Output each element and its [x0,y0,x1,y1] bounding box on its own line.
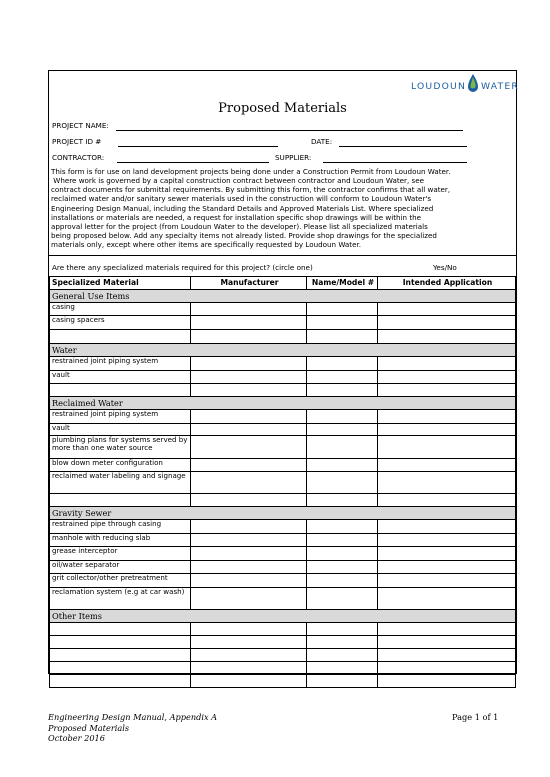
application-cell[interactable] [378,459,516,472]
manufacturer-cell[interactable] [191,675,307,688]
application-cell[interactable] [378,494,516,507]
material-cell: oil/water separator [50,561,191,574]
model-cell[interactable] [307,424,378,436]
table-row [50,520,516,534]
manufacturer-cell[interactable] [191,303,307,316]
application-cell[interactable] [378,649,516,662]
manufacturer-cell[interactable] [191,424,307,436]
model-cell[interactable] [307,588,378,610]
model-cell[interactable] [307,330,378,344]
section-row [50,507,516,520]
yes-no-option[interactable]: Yes/No [433,263,457,272]
intro-line: reclaimed water and/or sanitary sewer materials used in the construction will conform to Loudoun Water's [51,194,432,204]
footer-manual: Engineering Design Manual, Appendix A [48,712,218,722]
model-cell[interactable] [307,574,378,588]
intro-line: being proposed below. Add any specialty items not already listed. Provide shop drawings for the specialized [51,231,437,241]
contractor-field[interactable] [117,162,269,163]
material-cell: restrained joint piping system [50,410,191,424]
intro-line: contract documents for submittal requirements. By submitting this form, the contractor confirms that all water, [51,185,451,195]
contractor-label: CONTRACTOR: [52,153,105,162]
material-cell: casing [50,303,191,316]
manufacturer-cell[interactable] [191,494,307,507]
model-cell[interactable] [307,472,378,494]
table-row [50,330,516,344]
date-field[interactable] [339,146,467,147]
section-title: General Use Items [50,290,516,303]
model-cell[interactable] [307,459,378,472]
section-row [50,397,516,410]
table-row [50,494,516,507]
table-row [50,588,516,610]
footer-title: Proposed Materials [48,722,130,733]
material-cell: vault [50,371,191,384]
application-cell[interactable] [378,547,516,561]
manufacturer-cell[interactable] [191,561,307,574]
table-row [50,357,516,371]
application-cell[interactable] [378,675,516,688]
footer-date: October 2016 [48,733,105,743]
manufacturer-cell[interactable] [191,547,307,561]
application-cell[interactable] [378,371,516,384]
table-row [50,574,516,588]
model-cell[interactable] [307,649,378,662]
manufacturer-cell[interactable] [191,436,307,459]
application-cell[interactable] [378,316,516,330]
model-cell[interactable] [307,623,378,636]
divider [49,255,516,256]
supplier-label: SUPPLIER: [275,153,312,162]
material-cell[interactable] [50,384,191,397]
application-cell[interactable] [378,520,516,534]
table-row [50,561,516,574]
intro-line: Where work is governed by a capital construction contract between contractor and Loudoun Water, see [51,176,424,186]
materials-table [49,276,516,688]
application-cell[interactable] [378,472,516,494]
page-title: Proposed Materials [218,101,347,116]
material-cell: restrained joint piping system [50,357,191,371]
manufacturer-cell[interactable] [191,384,307,397]
manufacturer-cell[interactable] [191,357,307,371]
application-cell[interactable] [378,410,516,424]
manufacturer-cell[interactable] [191,330,307,344]
manufacturer-cell[interactable] [191,662,307,675]
water-drop-icon [466,73,480,95]
table-row [50,649,516,662]
section-title: Reclaimed Water [50,397,516,410]
manufacturer-cell[interactable] [191,588,307,610]
section-row [50,290,516,303]
model-cell[interactable] [307,675,378,688]
manufacturer-cell[interactable] [191,371,307,384]
specialized-question: Are there any specialized materials required for this project? (circle one) [52,263,313,272]
column-header: Manufacturer [191,277,307,290]
section-row [50,344,516,357]
table-row [50,436,516,459]
material-cell[interactable] [50,636,191,649]
application-cell[interactable] [378,561,516,574]
material-cell: reclaimed water labeling and signage [50,472,191,494]
model-cell[interactable] [307,410,378,424]
application-cell[interactable] [378,303,516,316]
material-cell: reclamation system (e.g at car wash) [50,588,191,610]
application-cell[interactable] [378,623,516,636]
manufacturer-cell[interactable] [191,636,307,649]
model-cell[interactable] [307,357,378,371]
table-row [50,371,516,384]
section-row [50,610,516,623]
project-id-field[interactable] [118,146,278,147]
table-row [50,675,516,688]
material-cell: grit collector/other pretreatment [50,574,191,588]
intro-line: approval letter for the project (from Loudoun Water to the developer). Please list all specialized materials [51,221,428,231]
application-cell[interactable] [378,636,516,649]
manufacturer-cell[interactable] [191,649,307,662]
model-cell[interactable] [307,384,378,397]
model-cell[interactable] [307,520,378,534]
table-row [50,472,516,494]
application-cell[interactable] [378,662,516,675]
table-row [50,623,516,636]
intro-paragraph [51,167,513,249]
application-cell[interactable] [378,357,516,371]
material-cell[interactable] [50,675,191,688]
application-cell[interactable] [378,384,516,397]
table-header-row [50,277,516,290]
material-cell[interactable] [50,494,191,507]
logo-text-left: LOUDOUN [411,81,467,92]
page-number: Page 1 of 1 [452,712,499,722]
table-row [50,303,516,316]
application-cell[interactable] [378,330,516,344]
table-row [50,316,516,330]
table-row [50,662,516,675]
application-cell[interactable] [378,436,516,459]
proposed-materials-form [48,70,517,674]
supplier-field[interactable] [323,162,467,163]
table-row [50,636,516,649]
material-cell[interactable] [50,330,191,344]
model-cell[interactable] [307,662,378,675]
application-cell[interactable] [378,424,516,436]
material-cell[interactable] [50,649,191,662]
model-cell[interactable] [307,534,378,547]
material-cell: vault [50,424,191,436]
model-cell[interactable] [307,436,378,459]
table-row [50,384,516,397]
material-cell: restrained pipe through casing [50,520,191,534]
section-title: Gravity Sewer [50,507,516,520]
model-cell[interactable] [307,561,378,574]
manufacturer-cell[interactable] [191,520,307,534]
table-row [50,547,516,561]
material-cell: casing spacers [50,316,191,330]
intro-line: This form is for use on land development projects being done under a Construction Permit from Loudoun Water. [51,167,451,176]
manufacturer-cell[interactable] [191,623,307,636]
model-cell[interactable] [307,547,378,561]
project-name-field[interactable] [116,130,463,131]
table-row [50,410,516,424]
manufacturer-cell[interactable] [191,410,307,424]
project-id-label: PROJECT ID # [52,137,102,146]
logo-text-right: WATER [481,81,519,92]
model-cell[interactable] [307,303,378,316]
table-row [50,534,516,547]
manufacturer-cell[interactable] [191,472,307,494]
material-cell: plumbing plans for systems served by more than one water source [50,436,191,459]
project-name-label: PROJECT NAME: [52,121,109,130]
application-cell[interactable] [378,588,516,610]
application-cell[interactable] [378,574,516,588]
intro-line: Engineering Design Manual, including the Standard Details and Approved Materials List. Where specialized [51,203,434,213]
model-cell[interactable] [307,494,378,507]
column-header: Intended Application [378,277,516,290]
date-label: DATE: [311,137,333,146]
material-cell: blow down meter configuration [50,459,191,472]
model-cell[interactable] [307,371,378,384]
manufacturer-cell[interactable] [191,316,307,330]
table-row [50,424,516,436]
section-title: Other Items [50,610,516,623]
manufacturer-cell[interactable] [191,459,307,472]
page-footer [48,712,217,744]
material-cell: manhole with reducing slab [50,534,191,547]
loudoun-water-logo [409,79,519,99]
section-title: Water [50,344,516,357]
material-cell[interactable] [50,623,191,636]
material-cell[interactable] [50,662,191,675]
intro-line: installations or materials are needed, a request for installation specific shop drawings will be within the [51,212,422,222]
application-cell[interactable] [378,534,516,547]
material-cell: grease interceptor [50,547,191,561]
model-cell[interactable] [307,316,378,330]
manufacturer-cell[interactable] [191,534,307,547]
intro-line: materials only, except where other items are specifically requested by Loudoun Water. [51,240,362,250]
manufacturer-cell[interactable] [191,574,307,588]
table-row [50,459,516,472]
column-header: Specialized Material [50,277,191,290]
model-cell[interactable] [307,636,378,649]
column-header: Name/Model # [307,277,378,290]
